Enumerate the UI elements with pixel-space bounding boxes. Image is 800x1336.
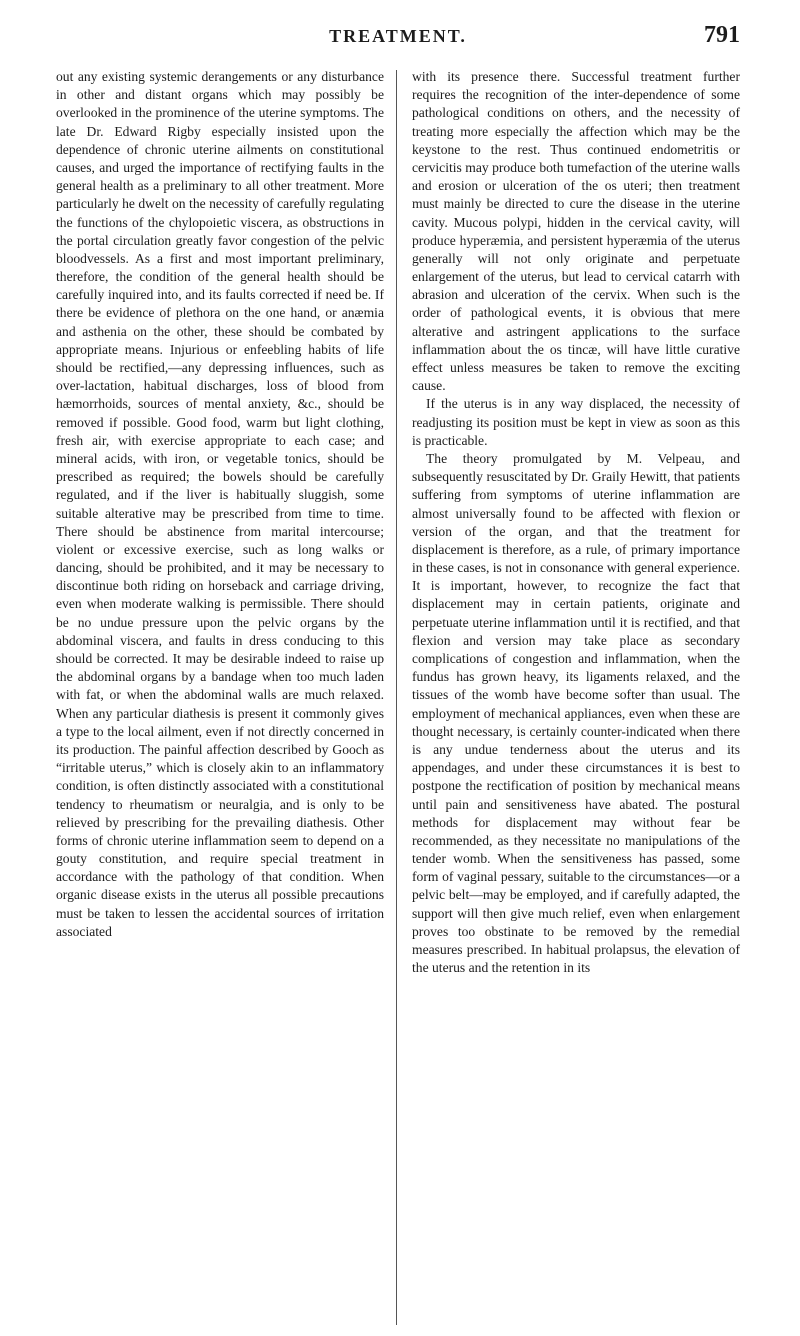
paragraph: If the uterus is in any way displaced, the necessity of readjusting its position must be kept in view as soon as this is practicable. (412, 396, 740, 448)
paragraph: The theory promulgated by M. Velpeau, and subsequently resuscitated by Dr. Graily Hewitt, that patients suffering from symptoms of uterine inflammation are almost universally found to be affected with flexion or version of the organ, and that the treatment for displacement is therefore, as a rule, of primary importance in these cases, is not in consonance with general experience. It is important, however, to recognize the fact that displacement may in certain patients, originate and perpetuate uterine inflammation until it is rectified, and that flexion and version may take place as secondary complications of congestion and inflammation, when the fundus has grown heavy, its ligaments relaxed, and the tissues of the womb have become softer than usual. The employment of mechanical appliances, even when these are thought necessary, is certainly counter-indicated when there is any undue tenderness about the uterus and its appendages, and under these circumstances it is best to postpone the rectification of position by mechanical means until pain and sensitiveness have abated. The postural methods for displacement may without fear be recommended, as they necessitate no manipulations of the tender womb. When the sensitiveness has passed, some form of vaginal pessary, suitable to the circumstances—or a pelvic belt—may be employed, and if carefully adapted, the support will then give much relief, even when enlargement proves too obstinate to be removed by the remedial measures prescribed. In habitual prolapsus, the elevation of the uterus and the retention in its (412, 450, 741, 976)
right-column (412, 68, 740, 977)
text-columns (56, 68, 740, 977)
page-number: 791 (704, 22, 740, 48)
left-column (56, 68, 384, 977)
paragraph: with its presence there. Successful treatment further requires the recognition of the inter-dependence of some pathological conditions on others, and the necessity of treating more especially the affection which may be the keystone to the rest. Thus continued endometritis or cervicitis may produce both tumefaction of the uterine walls and erosion or ulceration of the os uteri; then treatment must mainly be directed to cure the disease in the uterine cavity. Mucous polypi, hidden in the cervical cavity, will produce hyperæmia, and persistent hyperæmia of the uterus generally will not only originate and perpetuate enlargement of the uterus, but lead to cervical catarrh with abrasion and ulceration of the cervix. When such is the order of pathological events, it is obvious that mere alterative and astringent applications to the surface inflammation about the os tincæ, will have little curative effect unless measures be taken to remove the exciting cause. (412, 69, 740, 394)
page-header (56, 22, 740, 56)
paragraph: out any existing systemic derangements or any disturbance in other and distant organs which may possibly be overlooked in the prominence of the uterine symptoms. The late Dr. Edward Rigby especially insisted upon the dependence of chronic uterine ailments on constitutional causes, and urged the importance of rectifying faults in the general health as a preliminary to all other treatment. More particularly he dwelt on the necessity of carefully regulating the functions of the chylopoietic viscera, as obstructions in the portal circulation greatly favor congestion of the pelvic bloodvessels. As a first and most important preliminary, therefore, the condition of the general health should be carefully inquired into, and its faults corrected if need be. If there be evidence of plethora on the one hand, or anæmia and asthenia on the other, these should be combated by appropriate means. Injurious or enfeebling habits of life should be rectified,—any depressing influences, such as over-lactation, habitual discharges, loss of blood from hæmorrhoids, sources of mental anxiety, &c., should be removed if possible. Good food, warm but light clothing, fresh air, with exercise appropriate to each case; and mineral acids, with iron, or vegetable tonics, should be prescribed as required; the bowels should be carefully regulated, and if the liver is habitually sluggish, some suitable alterative may be prescribed from time to time. There should be abstinence from marital intercourse; violent or excessive exercise, such as long walks or dancing, should be prohibited, and it may be necessary to discontinue both riding on horseback and carriage driving, even when moderate walking is permissible. There should be no undue pressure upon the pelvic organs by the abdominal viscera, and faults in dress conducing to this should be corrected. It may be desirable indeed to raise up the abdominal organs by a bandage when too much laden with fat, or when the abdominal walls are much relaxed. When any particular diathesis is present it commonly gives a type to the local ailment, even if not directly concerned in its production. The painful affection described by Gooch as “irritable uterus,” which is closely akin to an inflammatory condition, is often distinctly associated with a constitutional tendency to rheumatism or neuralgia, and is only to be relieved by prescribing for the prevailing diathesis. Other forms of chronic uterine inflammation seem to depend on a gouty constitution, and require special treatment in accordance with the pathology of that condition. When organic disease exists in the uterus all possible precautions must be taken to lessen the accidental sources of irritation associated (56, 69, 384, 939)
running-title: TREATMENT. (329, 26, 467, 46)
